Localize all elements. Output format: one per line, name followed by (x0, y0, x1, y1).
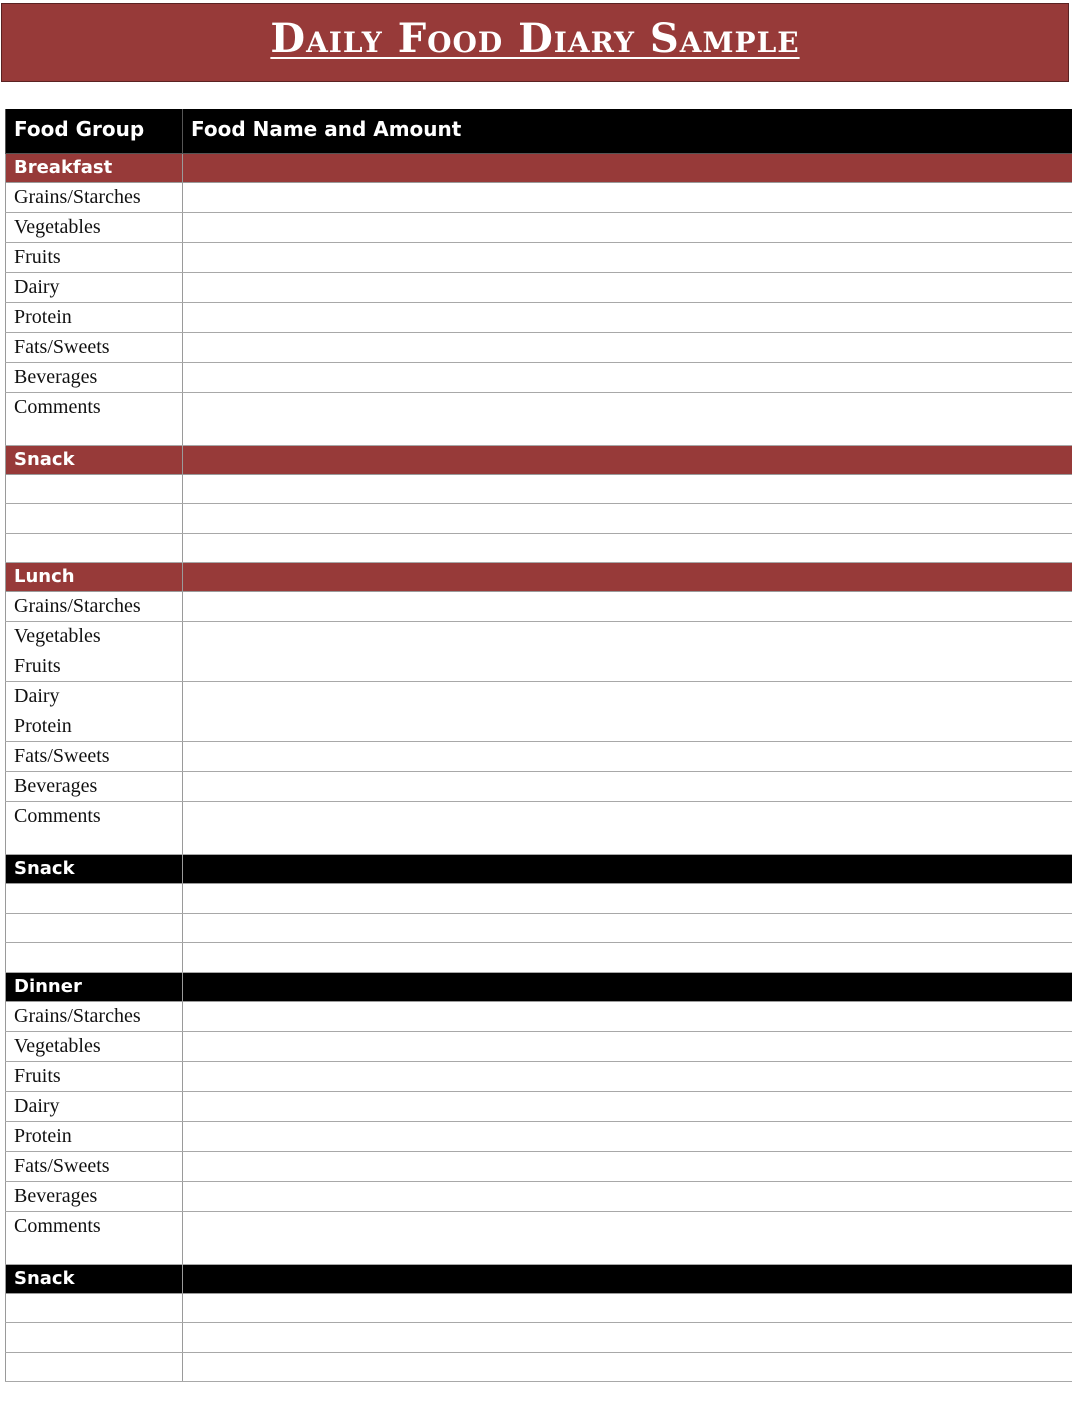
table-row (6, 742, 1072, 772)
food-group-label: Fruits (14, 654, 61, 677)
title-banner (1, 3, 1069, 82)
table-row (6, 1293, 1072, 1323)
food-group-cell: Fruits (6, 1061, 183, 1091)
food-group-cell: Protein (6, 1121, 183, 1151)
food-entry-cell[interactable] (183, 1151, 1072, 1181)
food-group-cell: Protein (6, 302, 183, 332)
table-row (6, 592, 1072, 622)
food-group-cell: Beverages (6, 772, 183, 802)
food-group-cell: Dairy (6, 1091, 183, 1121)
food-group-cell: Grains/Starches (6, 1001, 183, 1031)
section-label: Lunch (6, 563, 183, 592)
food-entry-cell[interactable] (183, 884, 1072, 914)
section-snack-afternoon (6, 855, 1072, 884)
food-group-cell (6, 682, 183, 742)
column-header-food-group: Food Group (6, 109, 183, 153)
section-fill (183, 153, 1072, 182)
table-row (6, 272, 1072, 302)
table-row (6, 332, 1072, 362)
page-title: Daily Food Diary Sample (270, 15, 800, 62)
food-group-cell: Fats/Sweets (6, 1151, 183, 1181)
table-row (6, 1211, 1072, 1264)
table-header-row (6, 109, 1072, 153)
table-row (6, 943, 1072, 973)
section-label: Snack (6, 1264, 183, 1293)
table-row (6, 1061, 1072, 1091)
food-entry-cell[interactable] (183, 182, 1072, 212)
food-entry-cell[interactable] (183, 943, 1072, 973)
food-group-cell[interactable] (6, 504, 183, 534)
food-entry-cell[interactable] (183, 682, 1072, 742)
food-group-cell[interactable] (6, 884, 183, 914)
section-label: Snack (6, 855, 183, 884)
table-row (6, 682, 1072, 742)
section-fill (183, 855, 1072, 884)
food-entry-cell[interactable] (183, 1031, 1072, 1061)
food-group-cell: Beverages (6, 1181, 183, 1211)
food-entry-cell[interactable] (183, 1352, 1072, 1382)
section-fill (183, 972, 1072, 1001)
table-row (6, 1031, 1072, 1061)
table-row (6, 1091, 1072, 1121)
food-group-cell: Fats/Sweets (6, 332, 183, 362)
table-row (6, 242, 1072, 272)
food-entry-cell[interactable] (183, 1121, 1072, 1151)
comments-entry-cell[interactable] (183, 802, 1072, 855)
food-entry-cell[interactable] (183, 1293, 1072, 1323)
table-row (6, 1001, 1072, 1031)
food-entry-cell[interactable] (183, 1091, 1072, 1121)
table-row (6, 182, 1072, 212)
table-row (6, 1323, 1072, 1353)
food-entry-cell[interactable] (183, 302, 1072, 332)
section-lunch (6, 563, 1072, 592)
food-group-cell: Beverages (6, 362, 183, 392)
food-entry-cell[interactable] (183, 1181, 1072, 1211)
food-group-cell: Grains/Starches (6, 592, 183, 622)
table-row (6, 1121, 1072, 1151)
food-entry-cell[interactable] (183, 1323, 1072, 1353)
food-group-cell[interactable] (6, 474, 183, 504)
food-group-cell (6, 622, 183, 682)
table-row (6, 474, 1072, 504)
food-group-cell: Dairy (6, 272, 183, 302)
food-group-cell[interactable] (6, 533, 183, 563)
section-fill (183, 563, 1072, 592)
table-row (6, 772, 1072, 802)
food-entry-cell[interactable] (183, 212, 1072, 242)
food-entry-cell[interactable] (183, 622, 1072, 682)
food-entry-cell[interactable] (183, 242, 1072, 272)
food-entry-cell[interactable] (183, 272, 1072, 302)
section-label: Breakfast (6, 153, 183, 182)
table-row (6, 802, 1072, 855)
food-diary-table (5, 109, 1072, 1382)
section-label: Dinner (6, 972, 183, 1001)
food-group-label: Protein (14, 714, 72, 737)
table-row (6, 212, 1072, 242)
food-entry-cell[interactable] (183, 772, 1072, 802)
section-dinner (6, 972, 1072, 1001)
food-group-cell: Grains/Starches (6, 182, 183, 212)
food-entry-cell[interactable] (183, 362, 1072, 392)
food-group-cell: Fruits (6, 242, 183, 272)
table-row (6, 392, 1072, 445)
food-group-cell[interactable] (6, 913, 183, 943)
section-label: Snack (6, 445, 183, 474)
table-row (6, 1151, 1072, 1181)
food-group-label: Dairy (14, 685, 60, 707)
table-row (6, 913, 1072, 943)
section-snack-evening (6, 1264, 1072, 1293)
food-group-cell: Comments (6, 802, 183, 855)
food-group-cell: Comments (6, 1211, 183, 1264)
food-group-cell[interactable] (6, 1323, 183, 1353)
table-row (6, 504, 1072, 534)
food-entry-cell[interactable] (183, 1061, 1072, 1091)
section-snack-morning (6, 445, 1072, 474)
food-entry-cell[interactable] (183, 592, 1072, 622)
food-entry-cell[interactable] (183, 1001, 1072, 1031)
table-row (6, 533, 1072, 563)
food-entry-cell[interactable] (183, 332, 1072, 362)
food-entry-cell[interactable] (183, 504, 1072, 534)
food-entry-cell[interactable] (183, 474, 1072, 504)
food-group-label: Vegetables (14, 625, 101, 647)
food-group-cell[interactable] (6, 1352, 183, 1382)
food-group-cell: Fats/Sweets (6, 742, 183, 772)
table-row (6, 362, 1072, 392)
section-fill (183, 1264, 1072, 1293)
column-header-food-name: Food Name and Amount (183, 109, 1072, 153)
comments-entry-cell[interactable] (183, 1211, 1072, 1264)
table-row (6, 1181, 1072, 1211)
food-entry-cell[interactable] (183, 742, 1072, 772)
food-entry-cell[interactable] (183, 533, 1072, 563)
food-entry-cell[interactable] (183, 913, 1072, 943)
section-breakfast (6, 153, 1072, 182)
table-row (6, 622, 1072, 682)
table-row (6, 302, 1072, 332)
table-row (6, 884, 1072, 914)
food-group-cell[interactable] (6, 943, 183, 973)
section-fill (183, 445, 1072, 474)
food-group-cell: Vegetables (6, 212, 183, 242)
comments-entry-cell[interactable] (183, 392, 1072, 445)
food-group-cell: Comments (6, 392, 183, 445)
food-group-cell: Vegetables (6, 1031, 183, 1061)
table-row (6, 1352, 1072, 1382)
food-group-cell[interactable] (6, 1293, 183, 1323)
